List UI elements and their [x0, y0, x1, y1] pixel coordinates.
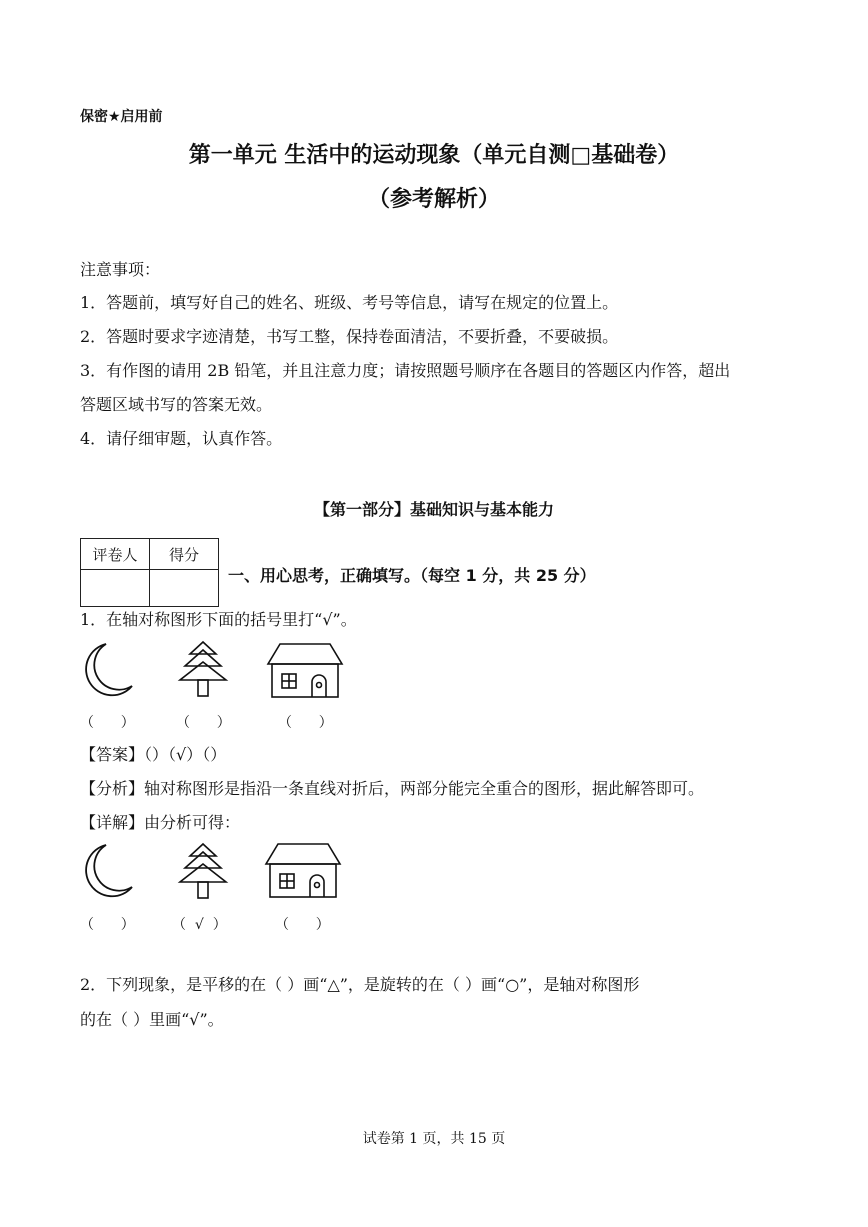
grader-cell[interactable] — [81, 570, 150, 607]
question-2-line: 2．下列现象，是平移的在（ ）画“△”，是旋转的在（ ）画“○”，是轴对称图形 — [80, 975, 640, 994]
answer-paren: （ √ ） — [172, 917, 227, 933]
note-item: 4．请仔细审题，认真作答。 — [80, 429, 283, 448]
score-table — [80, 538, 219, 607]
page-subtitle: （参考解析） — [367, 187, 500, 212]
page-title: 第一单元 生活中的运动现象（单元自测□基础卷） — [188, 143, 680, 168]
question-2-line: 的在（ ）里画“√”。 — [80, 1010, 224, 1029]
answer-paren[interactable]: （ ） — [176, 715, 231, 731]
answer-paren[interactable]: （ ） — [278, 715, 333, 731]
house-icon — [266, 642, 344, 700]
confidential-label: 保密★启用前 — [80, 109, 163, 125]
notes-heading: 注意事项： — [80, 260, 161, 279]
note-item: 1．答题前，填写好自己的姓名、班级、考号等信息，请写在规定的位置上。 — [80, 293, 619, 312]
answer-line: 【答案】（）（√）（） — [80, 745, 227, 764]
answer-paren: （ ） — [275, 917, 330, 933]
note-item: 答题区域书写的答案无效。 — [80, 395, 273, 414]
moon-icon — [80, 642, 140, 702]
part-heading: 一、用心思考，正确填写。（每空 1 分，共 25 分） — [228, 566, 596, 585]
section-title: 【第一部分】基础知识与基本能力 — [313, 500, 554, 519]
detail-line: 【详解】由分析可得： — [80, 813, 241, 832]
question-1-text: 1．在轴对称图形下面的括号里打“√”。 — [80, 610, 357, 629]
grader-header: 评卷人 — [81, 539, 150, 570]
answer-paren[interactable]: （ ） — [80, 715, 135, 731]
moon-icon — [80, 843, 140, 903]
tree-icon — [178, 842, 228, 902]
note-item: 2．答题时要求字迹清楚，书写工整，保持卷面清洁，不要折叠，不要破损。 — [80, 327, 619, 346]
page-footer: 试卷第 1 页，共 15 页 — [362, 1131, 506, 1147]
score-cell[interactable] — [150, 570, 219, 607]
house-icon — [264, 842, 342, 900]
tree-icon — [178, 640, 228, 700]
note-item: 3．有作图的请用 2B 铅笔，并且注意力度；请按照题号顺序在各题目的答题区内作答，超出 — [80, 361, 731, 380]
analysis-line: 【分析】轴对称图形是指沿一条直线对折后，两部分能完全重合的图形，据此解答即可。 — [80, 779, 705, 798]
score-header: 得分 — [150, 539, 219, 570]
answer-paren: （ ） — [80, 917, 135, 933]
